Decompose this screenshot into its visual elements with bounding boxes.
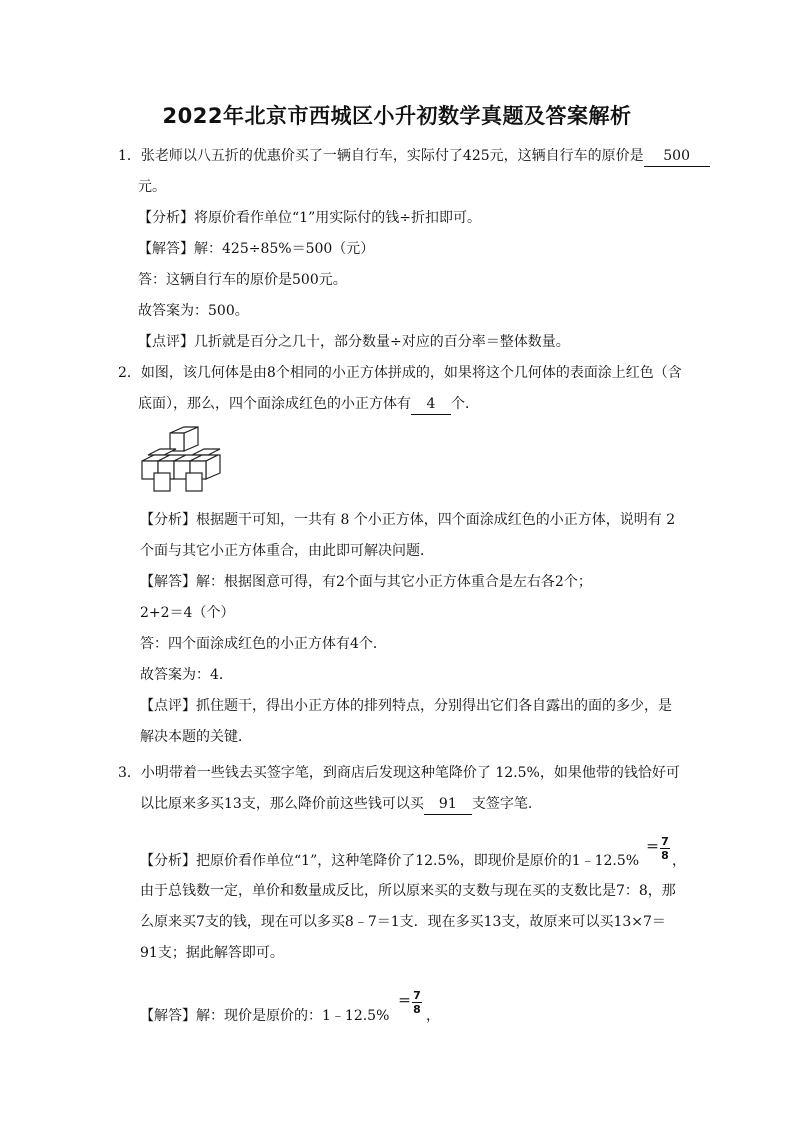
q3-line1: 3．小明带着一些钱去买签字笔，到商店后发现这种笔降价了 12.5%，如果他带的钱恰好可	[118, 765, 680, 781]
q3-analysis-2: 由于总钱数一定，单价和数量成反比，所以原来买的支数与现在买的支数比是7：8，那	[140, 883, 676, 899]
q3-analysis-3: 么原来买7支的钱，现在可以多买8﹣7＝1支．现在多买13支，故原来可以买13×7＝	[140, 914, 666, 930]
q1-comment: 【点评】几折就是百分之几十，部分数量÷对应的百分率＝整体数量。	[138, 334, 570, 350]
q2-analysis-2: 个面与其它小正方体重合，由此即可解决问题．	[140, 543, 434, 559]
q1-final-answer: 故答案为：500。	[138, 303, 249, 319]
q1-answer-blank: 500	[644, 146, 710, 167]
q3-analysis-1-tail: ，	[672, 853, 686, 869]
q3-solution-tail: ，	[426, 1008, 440, 1024]
cube-front-6	[186, 473, 202, 491]
page-title: 2022年北京市西城区小升初数学真题及答案解析	[162, 104, 632, 128]
q3-solution: 【解答】解：现价是原价的：1﹣12.5%	[140, 1008, 390, 1024]
q3-fraction-analysis: ＝ 7 8	[646, 835, 669, 862]
q1-line1: 1．张老师以八五折的优惠价买了一辆自行车，实际付了425元，这辆自行车的原价是 500	[118, 146, 710, 167]
q2-calc: 2+2＝4（个）	[140, 605, 235, 621]
q3-analysis-1: 【分析】把原价看作单位“1”，这种笔降价了12.5%，即现价是原价的1﹣12.5%	[140, 853, 640, 869]
q2-line1: 2．如图，该几何体是由8个相同的小正方体拼成的，如果将这个几何体的表面涂上红色（含	[118, 365, 682, 381]
cube-front-5	[154, 473, 170, 491]
q1-analysis: 【分析】将原价看作单位“1”用实际付的钱÷折扣即可。	[138, 210, 481, 226]
q2-final-answer: 故答案为：4．	[140, 667, 233, 683]
q3-answer-blank: 91	[424, 794, 472, 815]
q3-fraction-solution: ＝ 7 8	[398, 989, 421, 1016]
q2-analysis-1: 【分析】根据题干可知，一共有 8 个小正方体，四个面涂成红色的小正方体，说明有 2	[140, 512, 676, 528]
q1-line2: 元。	[138, 179, 166, 195]
q2-answer-blank: 4	[411, 394, 451, 415]
back-right-top	[192, 449, 220, 455]
top-cube-front	[170, 433, 184, 451]
back-left-top	[148, 449, 176, 455]
q3-analysis-4: 91支；据此解答即可。	[140, 945, 284, 961]
q2-reply: 答：四个面涂成红色的小正方体有4个．	[140, 636, 387, 652]
q1-reply: 答：这辆自行车的原价是500元。	[138, 272, 347, 288]
cube-figure	[140, 425, 232, 495]
q3-line2: 以比原来多买13支，那么降价前这些钱可以买 91 支签字笔.	[140, 794, 532, 815]
q2-comment-1: 【点评】抓住题干，得出小正方体的排列特点，分别得出它们各自露出的面的多少，是	[140, 698, 672, 714]
q1-solution: 【解答】解：425÷85%＝500（元）	[138, 241, 375, 257]
q2-line2: 底面），那么，四个面涂成红色的小正方体有 4 个．	[138, 394, 479, 415]
q2-comment-2: 解决本题的关键．	[140, 729, 252, 745]
q2-solution: 【解答】解：根据图意可得，有2个面与其它小正方体重合是左右各2个；	[140, 574, 592, 590]
